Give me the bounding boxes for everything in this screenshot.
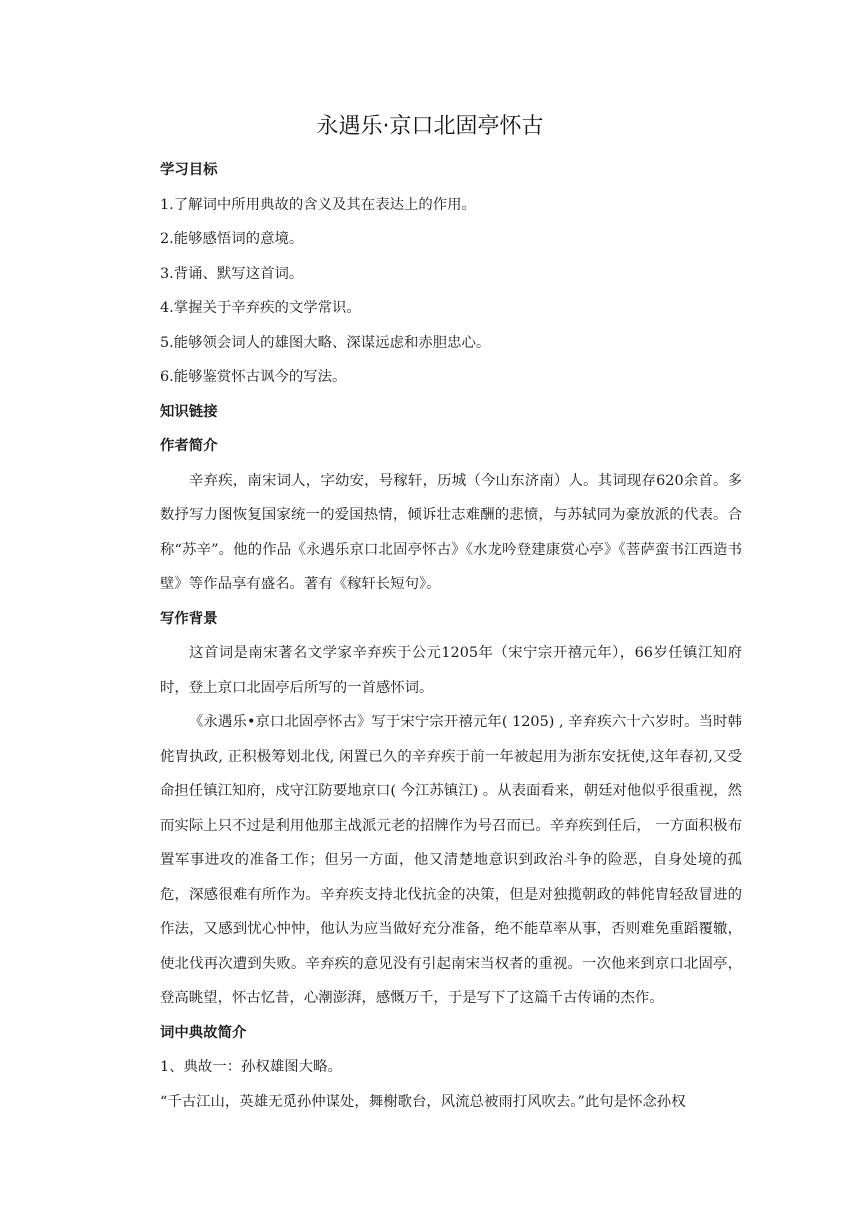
objective-item: 3.背诵、默写这首词。 bbox=[160, 265, 304, 282]
allusion-1-title: 1、典故一：孙权雄图大略。 bbox=[160, 1059, 342, 1075]
objective-item: 5.能够领会词人的雄图大略、深谋远虑和赤胆忠心。 bbox=[160, 334, 491, 351]
section-heading-objectives: 学习目标 bbox=[160, 162, 218, 178]
objective-item: 2.能够感悟词的意境。 bbox=[160, 231, 304, 247]
section-heading-knowledge: 知识链接 bbox=[160, 403, 218, 420]
author-paragraph: 辛弃疾，南宋词人，字幼安，号稼轩，历城（今山东济南）人。其词现存620余首。多数抒写力图恢复国家统一的爱国热情，倾诉壮志难酬的悲愤，与苏轼同为豪放派的代表。合称“苏辛”。他的作品《永遇乐京口北固亭怀古》《水龙吟登建康赏心亭》《菩萨蛮书江西造书壁》等作品享有盛名。著有《稼轩长短句》。 bbox=[160, 472, 742, 592]
allusion-1-text: “千古江山，英雄无觅孙仲谋处，舞榭歌台，风流总被雨打风吹去。”此句是怀念孙权 bbox=[160, 1093, 686, 1110]
page-title: 永遇乐·京口北固亭怀古 bbox=[316, 114, 544, 139]
subsection-heading-author: 作者简介 bbox=[160, 438, 218, 454]
objective-item: 4.掌握关于辛弃疾的文学常识。 bbox=[160, 300, 361, 316]
background-paragraph-2: 《永遇乐•京口北固亭怀古》写于宋宁宗开禧元年( 1205) , 辛弃疾六十六岁时。当时韩侂胄执政, 正积极筹划北伐, 闲置已久的辛弃疾于前一年被起用为浙东安抚使,这年春初,又受命担任镇江知府，戍守江防要地京口( 今江苏镇江) 。从表面看来，朝廷对他似乎很重视，然而实际上只不过是利用他那主战派元老的招牌作为号召而已。辛弃疾到任后， 一方面积极布置军事进攻的准备工作；但另一方面，他又清楚地意识到政治斗争的险恶，自身处境的孤危，深感很难有所作为。辛弃疾支持北伐抗金的决策，但是对独揽朝政的韩侂胄轻敌冒进的作法，又感到忧心忡忡，他认为应当做好充分准备，绝不能草率从事，否则难免重蹈覆辙，使北伐再次遭到失败。辛弃疾的意见没有引起南宋当权者的重视。一次他来到京口北固亭，登高眺望，怀古忆昔，心潮澎湃，感慨万千，于是写下了这篇千古传诵的杰作。 bbox=[160, 714, 742, 1006]
objective-item: 1.了解词中所用典故的含义及其在表达上的作用。 bbox=[160, 196, 476, 213]
background-paragraph-1: 这首词是南宋著名文学家辛弃疾于公元1205年（宋宁宗开禧元年），66岁任镇江知府时，登上京口北固亭后所写的一首感怀词。 bbox=[160, 645, 742, 696]
document-body bbox=[160, 153, 742, 1119]
objective-item: 6.能够鉴赏怀古讽今的写法。 bbox=[160, 369, 347, 385]
subsection-heading-background: 写作背景 bbox=[160, 610, 218, 627]
subsection-heading-allusions: 词中典故简介 bbox=[160, 1024, 247, 1041]
